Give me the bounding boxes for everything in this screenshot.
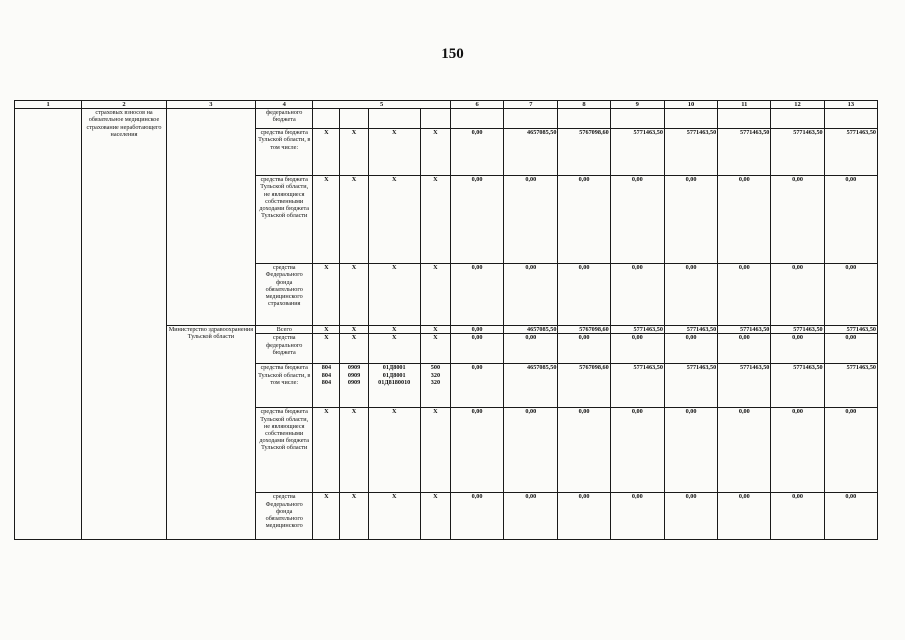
column-header: 6: [450, 101, 503, 109]
amount-cell: [558, 109, 610, 129]
amount-cell: [504, 109, 558, 129]
budget-code-cell: [420, 176, 450, 264]
amount-cell: [718, 109, 771, 129]
amount-cell: 0,00: [504, 176, 558, 264]
amount-cell: 0,00: [504, 334, 558, 364]
budget-code-value: X: [351, 326, 357, 334]
budget-code-value: X: [324, 129, 329, 137]
budget-code-cell: [368, 264, 420, 326]
amount-cell: [450, 109, 503, 129]
budget-code-value: 804: [321, 378, 332, 386]
amount-cell: 5771463,50: [824, 326, 877, 334]
budget-code-cell: [368, 176, 420, 264]
budget-table: [14, 100, 878, 540]
budget-code-value: 0909: [347, 371, 361, 379]
budget-code-value: X: [324, 334, 329, 342]
page-number: 150: [441, 46, 464, 62]
budget-code-cell: [340, 364, 368, 408]
amount-cell: 0,00: [450, 326, 503, 334]
budget-code-cell: [368, 334, 420, 364]
budget-code-cell: [420, 364, 450, 408]
budget-code-cell: [420, 408, 450, 493]
amount-cell: 5771463,50: [664, 326, 717, 334]
amount-cell: 5767098,60: [558, 129, 610, 176]
budget-code-cell: [340, 129, 368, 176]
amount-cell: 0,00: [718, 264, 771, 326]
amount-cell: 5771463,50: [610, 364, 664, 408]
amount-cell: 0,00: [771, 408, 824, 493]
budget-code-cell: [313, 408, 340, 493]
budget-code-cell: [420, 129, 450, 176]
column-header: 5: [313, 101, 451, 109]
amount-cell: 5771463,50: [771, 129, 824, 176]
amount-cell: 0,00: [450, 264, 503, 326]
budget-code-value: X: [391, 326, 397, 334]
budget-code-cell: [420, 109, 450, 129]
budget-code-cell: [368, 326, 420, 334]
amount-cell: 4657085,50: [504, 129, 558, 176]
column-header: 13: [824, 101, 877, 109]
amount-cell: 0,00: [718, 334, 771, 364]
amount-cell: 0,00: [610, 264, 664, 326]
amount-cell: 0,00: [771, 176, 824, 264]
amount-cell: 0,00: [558, 176, 610, 264]
budget-code-value: X: [324, 176, 329, 184]
amount-cell: 0,00: [450, 129, 503, 176]
budget-code-cell: [313, 176, 340, 264]
budget-code-cell: [420, 334, 450, 364]
amount-cell: 5771463,50: [771, 364, 824, 408]
funding-source-cell: средства федерального бюджета: [256, 334, 313, 364]
budget-code-cell: [340, 408, 368, 493]
budget-code-cell: [368, 364, 420, 408]
budget-code-cell: [340, 493, 368, 540]
amount-cell: 5767098,60: [558, 326, 610, 334]
funding-source-cell: средства бюджета Тульской области, не являющиеся собственными доходами бюджета Тульской области: [256, 176, 313, 264]
budget-code-value: X: [351, 493, 357, 501]
budget-code-value: X: [391, 493, 397, 501]
amount-cell: 0,00: [610, 176, 664, 264]
budget-code-value: X: [391, 408, 397, 416]
column-header: 12: [771, 101, 824, 109]
amount-cell: [824, 109, 877, 129]
budget-code-cell: [340, 326, 368, 334]
amount-cell: 5771463,50: [718, 326, 771, 334]
budget-code-value: X: [351, 408, 357, 416]
amount-cell: [610, 109, 664, 129]
budget-code-value: X: [433, 129, 438, 137]
budget-code-cell: [420, 326, 450, 334]
amount-cell: 0,00: [450, 176, 503, 264]
amount-cell: 5771463,50: [610, 326, 664, 334]
executor-cell: [166, 109, 255, 326]
amount-cell: 5771463,50: [610, 129, 664, 176]
amount-cell: 0,00: [450, 334, 503, 364]
amount-cell: 0,00: [771, 493, 824, 540]
amount-cell: 0,00: [771, 334, 824, 364]
budget-code-value: X: [324, 264, 329, 272]
budget-code-value: X: [351, 129, 357, 137]
budget-code-value: 0909: [347, 364, 361, 372]
column-header: 9: [610, 101, 664, 109]
column-header: 2: [82, 101, 166, 109]
budget-code-value: 804: [321, 364, 332, 372]
amount-cell: 0,00: [718, 176, 771, 264]
table-header-row: [15, 101, 878, 109]
funding-source-cell: средства Федерального фонда обязательного медицинского: [256, 493, 313, 540]
budget-code-cell: [313, 493, 340, 540]
budget-code-value: X: [433, 176, 438, 184]
amount-cell: 0,00: [664, 493, 717, 540]
amount-cell: 0,00: [824, 264, 877, 326]
amount-cell: 0,00: [450, 364, 503, 408]
budget-code-cell: [313, 109, 340, 129]
budget-code-cell: [420, 264, 450, 326]
amount-cell: 5771463,50: [718, 364, 771, 408]
funding-source-cell: средства бюджета Тульской области, не являющиеся собственными доходами бюджета Тульской области: [256, 408, 313, 493]
budget-code-value: 01Д8001: [382, 371, 406, 379]
budget-code-value: X: [433, 493, 438, 501]
budget-code-value: 320: [430, 371, 441, 379]
budget-code-value: X: [351, 334, 357, 342]
budget-code-value: 01Д8001: [382, 364, 406, 372]
amount-cell: 0,00: [504, 408, 558, 493]
budget-code-cell: [313, 129, 340, 176]
budget-code-value: X: [391, 264, 397, 272]
amount-cell: 5771463,50: [664, 129, 717, 176]
amount-cell: 0,00: [718, 408, 771, 493]
budget-code-cell: [313, 264, 340, 326]
amount-cell: 0,00: [558, 334, 610, 364]
amount-cell: 0,00: [771, 264, 824, 326]
budget-code-cell: [340, 334, 368, 364]
amount-cell: 5771463,50: [824, 129, 877, 176]
budget-code-value: 500: [430, 364, 441, 372]
amount-cell: 5771463,50: [718, 129, 771, 176]
column-header: 1: [15, 101, 82, 109]
table-row: [15, 109, 878, 129]
budget-code-cell: [313, 334, 340, 364]
amount-cell: 0,00: [664, 176, 717, 264]
funding-source-cell: Всего: [256, 326, 313, 334]
col1-cell: [15, 109, 82, 540]
budget-code-value: X: [433, 408, 438, 416]
amount-cell: 0,00: [504, 493, 558, 540]
budget-code-value: 01Д8180010: [378, 378, 411, 386]
budget-code-cell: [368, 129, 420, 176]
budget-code-value: X: [324, 493, 329, 501]
amount-cell: 5771463,50: [824, 364, 877, 408]
amount-cell: [771, 109, 824, 129]
amount-cell: 0,00: [664, 264, 717, 326]
amount-cell: 0,00: [664, 334, 717, 364]
budget-code-value: X: [324, 408, 329, 416]
amount-cell: 0,00: [558, 264, 610, 326]
amount-cell: 4657085,50: [504, 326, 558, 334]
funding-source-cell: средства бюджета Тульской области, в том числе:: [256, 364, 313, 408]
funding-source-cell: средства бюджета Тульской области, в том числе:: [256, 129, 313, 176]
amount-cell: 0,00: [664, 408, 717, 493]
budget-code-cell: [368, 408, 420, 493]
budget-code-value: 0909: [347, 378, 361, 386]
column-header: 7: [504, 101, 558, 109]
column-header: 8: [558, 101, 610, 109]
amount-cell: 5771463,50: [664, 364, 717, 408]
budget-code-cell: [368, 109, 420, 129]
budget-code-value: 320: [430, 378, 441, 386]
budget-code-cell: [420, 493, 450, 540]
amount-cell: 0,00: [824, 493, 877, 540]
budget-code-value: X: [391, 176, 397, 184]
amount-cell: 0,00: [504, 264, 558, 326]
amount-cell: 0,00: [610, 334, 664, 364]
budget-code-value: 804: [321, 371, 332, 379]
column-header: 11: [718, 101, 771, 109]
amount-cell: 0,00: [610, 408, 664, 493]
amount-cell: 0,00: [824, 176, 877, 264]
amount-cell: 5771463,50: [771, 326, 824, 334]
column-header: 10: [664, 101, 717, 109]
measure-name-cell: страховых взносов на обязательное медицинское страхование неработающего населения: [82, 109, 166, 540]
column-header: 4: [256, 101, 313, 109]
budget-code-cell: [340, 264, 368, 326]
amount-cell: 0,00: [558, 408, 610, 493]
amount-cell: 0,00: [718, 493, 771, 540]
amount-cell: 5767098,60: [558, 364, 610, 408]
budget-code-value: X: [351, 264, 357, 272]
amount-cell: 0,00: [824, 334, 877, 364]
funding-source-cell: средства Федерального фонда обязательного медицинского страхования: [256, 264, 313, 326]
amount-cell: 0,00: [450, 408, 503, 493]
amount-cell: 0,00: [610, 493, 664, 540]
budget-code-value: X: [324, 326, 329, 334]
budget-code-cell: [340, 109, 368, 129]
funding-source-cell: федерального бюджета: [256, 109, 313, 129]
budget-code-value: X: [433, 326, 438, 334]
budget-code-value: X: [391, 129, 397, 137]
amount-cell: 0,00: [824, 408, 877, 493]
budget-code-value: X: [351, 176, 357, 184]
budget-code-value: X: [433, 264, 438, 272]
budget-code-cell: [313, 364, 340, 408]
amount-cell: 0,00: [450, 493, 503, 540]
amount-cell: 4657085,50: [504, 364, 558, 408]
amount-cell: 0,00: [558, 493, 610, 540]
amount-cell: [664, 109, 717, 129]
budget-code-value: X: [433, 334, 438, 342]
budget-code-cell: [368, 493, 420, 540]
budget-code-cell: [313, 326, 340, 334]
budget-code-cell: [340, 176, 368, 264]
column-header: 3: [166, 101, 255, 109]
budget-code-value: X: [391, 334, 397, 342]
executor-cell: Министерство здравоохранения Тульской области: [166, 326, 255, 540]
